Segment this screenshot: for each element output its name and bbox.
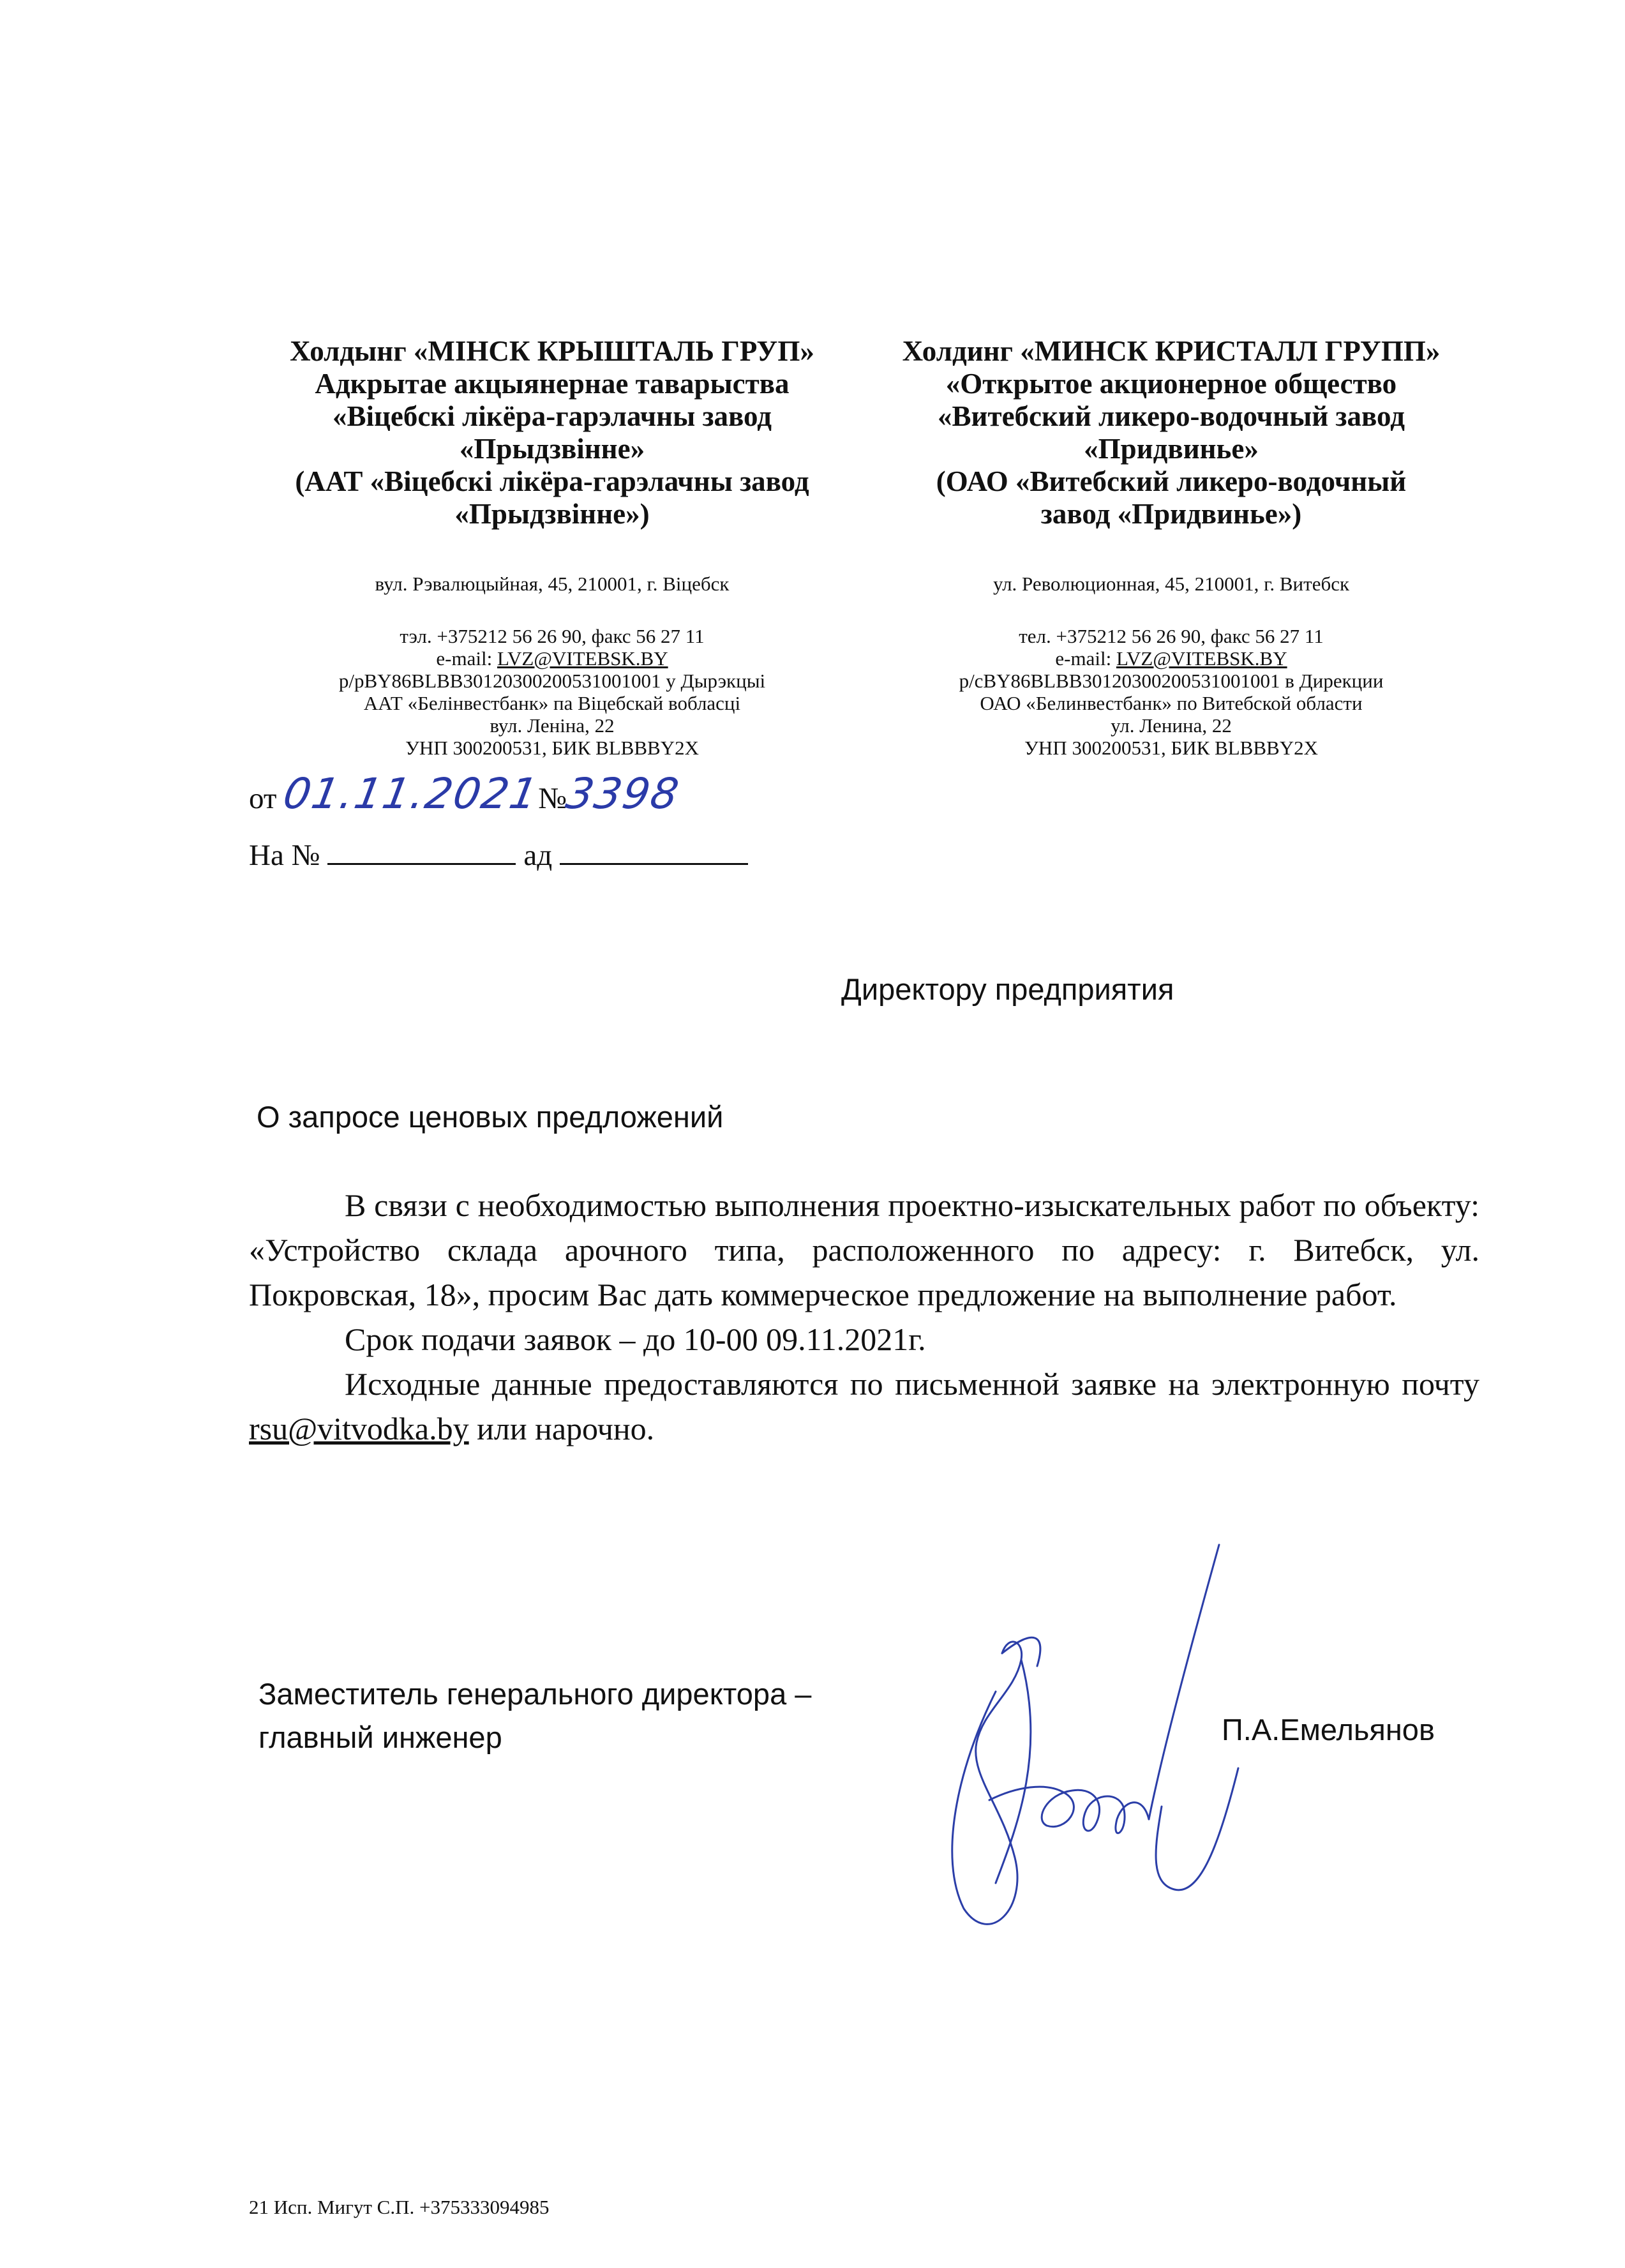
email-prefix: e-mail: bbox=[436, 647, 497, 670]
reply-date-blank bbox=[560, 837, 748, 865]
body-text: Исходные данные предоставляются по письменной заявке на электронную почту bbox=[345, 1366, 1479, 1402]
handwritten-number: 3398 bbox=[562, 769, 684, 818]
org-line: «Придвинье» bbox=[1084, 433, 1259, 465]
signatory-title bbox=[258, 1672, 811, 1759]
body-paragraph bbox=[249, 1362, 1479, 1451]
reference-from bbox=[249, 769, 684, 818]
bank-line: р/сBY86BLBB30120300200531001001 в Дирекции bbox=[959, 670, 1384, 692]
org-line: Холдинг «МИНСК КРИСТАЛЛ ГРУПП» bbox=[902, 335, 1441, 367]
subject: О запросе ценовых предложений bbox=[257, 1100, 724, 1134]
reply-label: На № bbox=[249, 839, 320, 872]
from-label: от bbox=[249, 782, 277, 815]
phone: тэл. +375212 56 26 90, факс 56 27 11 bbox=[400, 625, 705, 647]
signatory-name: П.А.Емельянов bbox=[1222, 1713, 1435, 1746]
email-prefix: e-mail: bbox=[1055, 647, 1116, 670]
address: ул. Революционная, 45, 210001, г. Витебск bbox=[992, 573, 1350, 595]
letterhead-ru bbox=[858, 335, 1484, 759]
org-line: (ОАО «Витебский ликеро-водочный bbox=[936, 465, 1407, 497]
number-label: № bbox=[538, 782, 567, 815]
bank-line: ОАО «Белинвестбанк» по Витебской области bbox=[980, 692, 1363, 714]
bank-line: УНП 300200531, БИК BLBBBY2X bbox=[405, 737, 699, 759]
recipient: Директору предприятия bbox=[841, 972, 1174, 1006]
letter-body bbox=[249, 1183, 1479, 1451]
address: вул. Рэвалюцыйная, 45, 210001, г. Віцебск bbox=[375, 573, 730, 595]
executor-footer: 21 Исп. Мигут С.П. +375333094985 bbox=[249, 2196, 550, 2218]
org-line: (ААТ «Віцебскі лікёра-гарэлачны завод bbox=[295, 465, 809, 497]
org-line: завод «Придвинье») bbox=[1040, 498, 1302, 530]
title-line: главный инженер bbox=[258, 1720, 502, 1754]
letterhead-by bbox=[239, 335, 865, 759]
email-link[interactable]: LVZ@VITEBSK.BY bbox=[497, 647, 668, 670]
org-line: «Прыдзвінне») bbox=[454, 498, 650, 530]
bank-line: ААТ «Белінвестбанк» па Віцебскай вобласці bbox=[363, 692, 741, 714]
reply-from-label: ад bbox=[523, 839, 553, 872]
body-paragraph: Срок подачи заявок – до 10-00 09.11.2021г. bbox=[345, 1321, 926, 1357]
signature-stroke bbox=[1149, 1545, 1219, 1819]
signature-stroke bbox=[1156, 1768, 1238, 1890]
reference-reply bbox=[249, 837, 756, 873]
reply-number-blank bbox=[327, 837, 516, 865]
bank-line: вул. Леніна, 22 bbox=[490, 714, 615, 737]
org-line: «Витебский ликеро-водочный завод bbox=[938, 400, 1405, 432]
body-text: или нарочно. bbox=[468, 1411, 655, 1446]
org-line: Холдынг «МІНСК КРЫШТАЛЬ ГРУП» bbox=[290, 335, 814, 367]
bank-line: р/рBY86BLBB30120300200531001001 у Дырэкцыі bbox=[338, 670, 766, 692]
contacts bbox=[858, 625, 1484, 759]
org-line: «Прыдзвінне» bbox=[459, 433, 645, 465]
signature-stroke bbox=[952, 1642, 1022, 1924]
email-link[interactable]: rsu@vitvodka.by bbox=[249, 1411, 469, 1446]
handwritten-date: 01.11.2021 bbox=[280, 769, 543, 818]
email-link[interactable]: LVZ@VITEBSK.BY bbox=[1116, 647, 1287, 670]
bank-line: ул. Ленина, 22 bbox=[1111, 714, 1232, 737]
contacts bbox=[239, 625, 865, 759]
bank-line: УНП 300200531, БИК BLBBBY2X bbox=[1024, 737, 1318, 759]
email-line bbox=[858, 647, 1484, 670]
org-line: «Открытое акционерное общество bbox=[945, 368, 1397, 400]
phone: тел. +375212 56 26 90, факс 56 27 11 bbox=[1019, 625, 1324, 647]
signature-stroke bbox=[989, 1787, 1149, 1833]
body-paragraph: В связи с необходимостью выполнения проектно-изыскательных работ по объекту: «Устройство склада арочного типа, расположенного по адресу: г. Витебск, ул. Покровская, 18», просим Вас дать коммерческое предложение на выполнение работ. bbox=[249, 1187, 1479, 1312]
org-line: Адкрытае акцыянернае таварыства bbox=[315, 368, 790, 400]
email-line bbox=[239, 647, 865, 670]
org-line: «Віцебскі лікёра-гарэлачны завод bbox=[332, 400, 772, 432]
title-line: Заместитель генерального директора – bbox=[258, 1677, 812, 1711]
